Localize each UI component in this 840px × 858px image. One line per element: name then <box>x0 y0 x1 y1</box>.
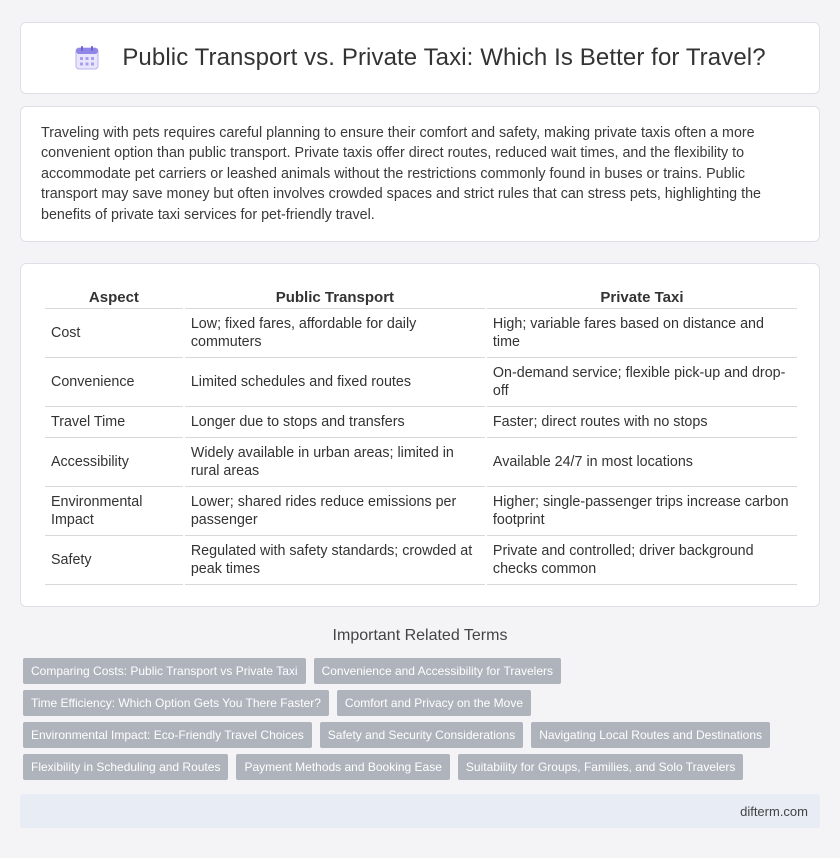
related-term-tag[interactable]: Time Efficiency: Which Option Gets You There Faster? <box>23 690 329 716</box>
table-cell: Convenience <box>45 358 183 407</box>
table-cell: Limited schedules and fixed routes <box>185 358 485 407</box>
table-cell: Environmental Impact <box>45 487 183 536</box>
column-header-aspect: Aspect <box>45 284 183 309</box>
intro-text: Traveling with pets requires careful planning to ensure their comfort and safety, making private taxis often a more convenient option than public transport. Private taxis offer direct routes, reduced wait times, and the flexibility to accommodate pet carriers or leashed animals without the restrictions commonly found in buses or trains. Public transport may save money but often involves crowded spaces and strict rules that can stress pets, highlighting the benefits of private taxi services for pet-friendly travel. <box>41 125 761 223</box>
table-cell: Private and controlled; driver background checks common <box>487 536 797 585</box>
related-term-tag[interactable]: Comfort and Privacy on the Move <box>337 690 531 716</box>
table-row <box>45 358 797 407</box>
table-cell: Regulated with safety standards; crowded at peak times <box>185 536 485 585</box>
table-cell: Higher; single-passenger trips increase carbon footprint <box>487 487 797 536</box>
footer-site-link[interactable]: difterm.com <box>740 804 808 819</box>
related-terms-title: Important Related Terms <box>332 627 508 644</box>
related-term-tag[interactable]: Suitability for Groups, Families, and Solo Travelers <box>458 754 743 780</box>
related-term-tag[interactable]: Navigating Local Routes and Destinations <box>531 722 770 748</box>
comparison-table <box>43 284 799 585</box>
table-cell: On-demand service; flexible pick-up and drop-off <box>487 358 797 407</box>
table-cell: Accessibility <box>45 438 183 487</box>
footer <box>20 794 820 828</box>
header-card <box>20 22 820 94</box>
table-cell: Travel Time <box>45 407 183 438</box>
related-term-tag[interactable]: Convenience and Accessibility for Travelers <box>314 658 561 684</box>
page-title: Public Transport vs. Private Taxi: Which Is Better for Travel? <box>122 44 766 71</box>
table-header-row <box>45 284 797 309</box>
column-header-public-transport: Public Transport <box>185 284 485 309</box>
intro-card <box>20 106 820 242</box>
related-term-tag[interactable]: Environmental Impact: Eco-Friendly Travel Choices <box>23 722 312 748</box>
related-term-tag[interactable]: Comparing Costs: Public Transport vs Private Taxi <box>23 658 306 684</box>
table-cell: Available 24/7 in most locations <box>487 438 797 487</box>
table-cell: Safety <box>45 536 183 585</box>
comparison-table-card <box>20 263 820 607</box>
table-cell: High; variable fares based on distance and time <box>487 309 797 358</box>
table-row <box>45 309 797 358</box>
table-cell: Widely available in urban areas; limited in rural areas <box>185 438 485 487</box>
table-row <box>45 438 797 487</box>
related-terms-list <box>23 658 823 786</box>
related-term-tag[interactable]: Safety and Security Considerations <box>320 722 523 748</box>
table-row <box>45 487 797 536</box>
table-cell: Lower; shared rides reduce emissions per passenger <box>185 487 485 536</box>
related-term-tag[interactable]: Flexibility in Scheduling and Routes <box>23 754 228 780</box>
table-cell: Low; fixed fares, affordable for daily commuters <box>185 309 485 358</box>
related-term-tag[interactable]: Payment Methods and Booking Ease <box>236 754 449 780</box>
table-row <box>45 407 797 438</box>
table-cell: Longer due to stops and transfers <box>185 407 485 438</box>
calendar-icon <box>74 45 100 71</box>
column-header-private-taxi: Private Taxi <box>487 284 797 309</box>
table-row <box>45 536 797 585</box>
table-cell: Faster; direct routes with no stops <box>487 407 797 438</box>
table-cell: Cost <box>45 309 183 358</box>
